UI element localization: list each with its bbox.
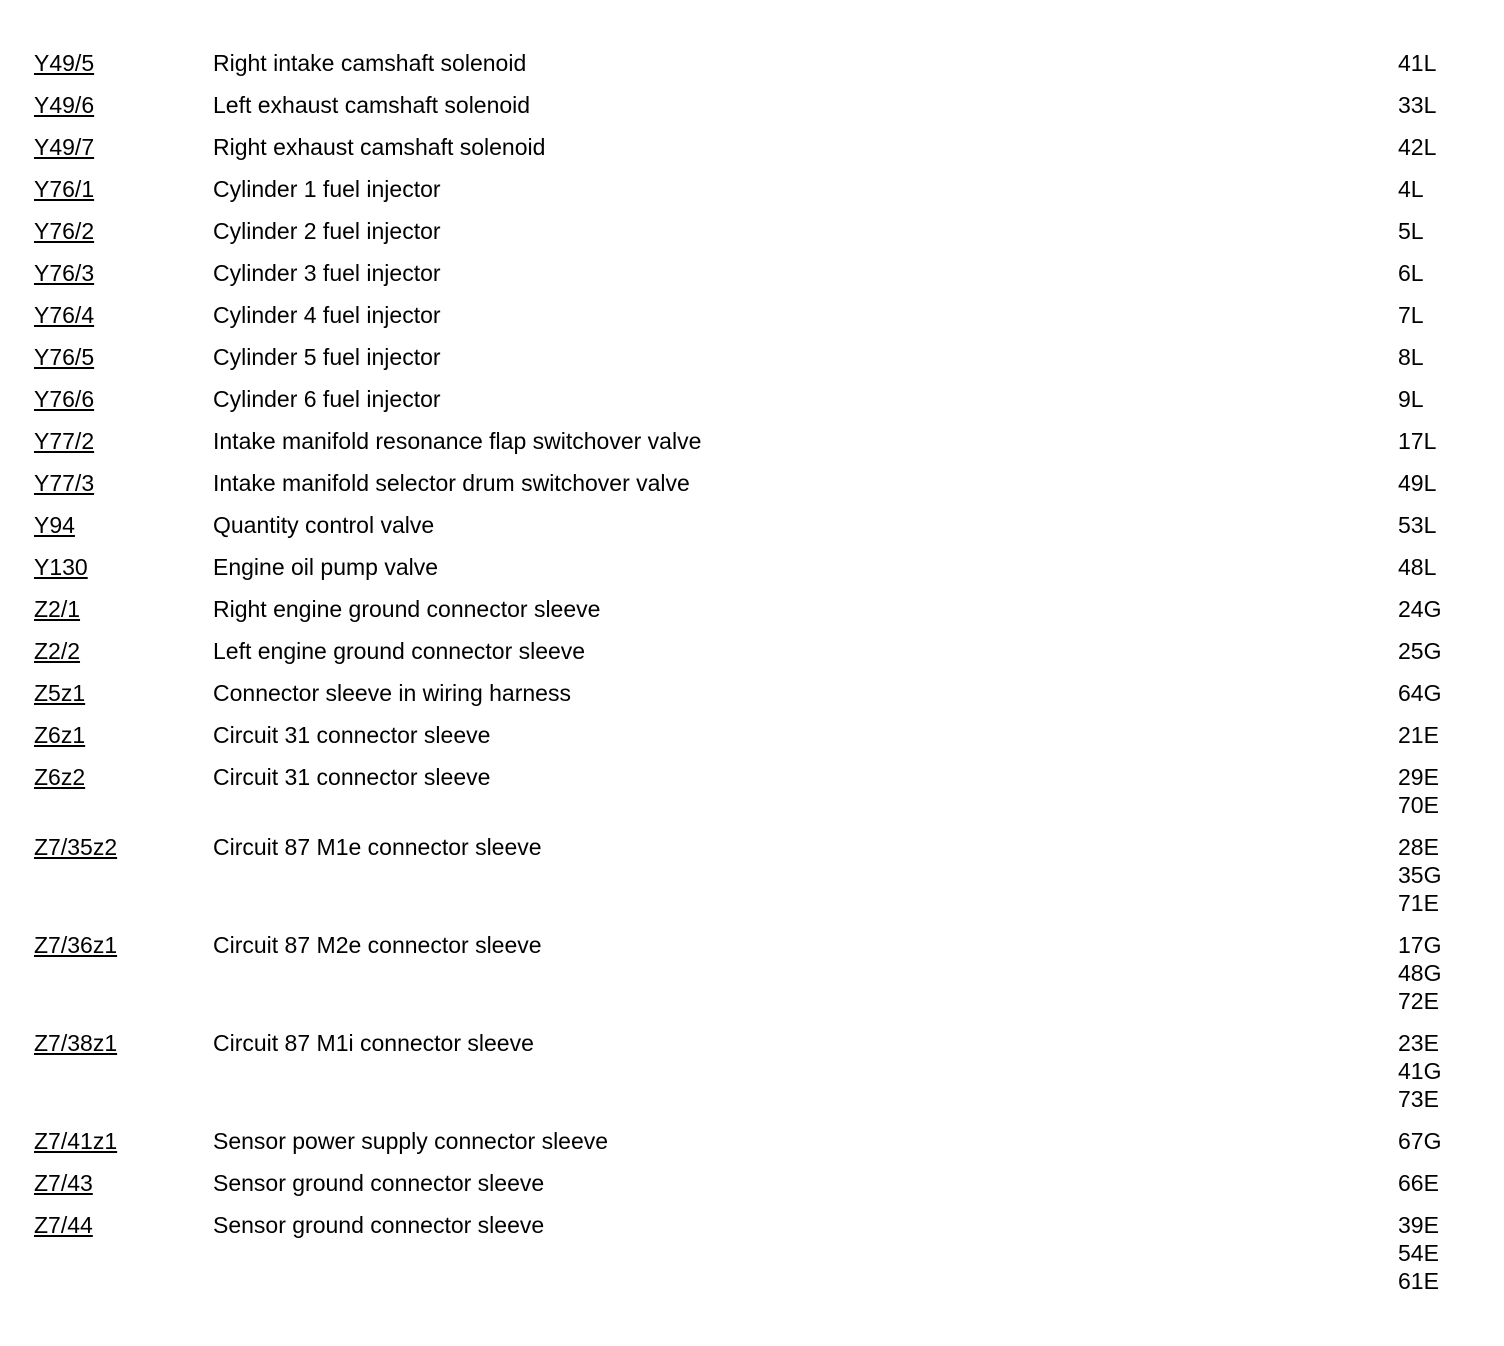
grid-reference-list xyxy=(1398,637,1474,665)
grid-reference-list xyxy=(1398,1127,1474,1155)
component-code-link[interactable]: Z7/35z2 xyxy=(34,834,118,860)
grid-reference: 70E xyxy=(1398,792,1439,818)
component-description: Left engine ground connector sleeve xyxy=(213,638,586,664)
grid-reference-list xyxy=(1398,175,1474,203)
component-code-link[interactable]: Z7/41z1 xyxy=(34,1128,118,1154)
grid-reference: 67G xyxy=(1398,1128,1442,1154)
grid-reference: 54E xyxy=(1398,1240,1439,1266)
component-description: Cylinder 2 fuel injector xyxy=(213,218,441,244)
grid-reference-list xyxy=(1398,511,1474,539)
grid-reference-list xyxy=(1398,833,1474,917)
grid-reference-list xyxy=(1398,343,1474,371)
grid-reference-list xyxy=(1398,679,1474,707)
component-row xyxy=(34,1029,1474,1113)
grid-reference-list xyxy=(1398,217,1474,245)
grid-reference-list xyxy=(1398,259,1474,287)
grid-reference: 17G xyxy=(1398,932,1442,958)
grid-reference: 73E xyxy=(1398,1086,1439,1112)
grid-reference-list xyxy=(1398,133,1474,161)
component-row xyxy=(34,763,1474,819)
component-code-link[interactable]: Y77/3 xyxy=(34,470,95,496)
component-code-link[interactable]: Y76/2 xyxy=(34,218,95,244)
component-row xyxy=(34,343,1474,371)
grid-reference-list xyxy=(1398,1029,1474,1113)
grid-reference-list xyxy=(1398,385,1474,413)
grid-reference: 28E xyxy=(1398,834,1439,860)
component-description: Connector sleeve in wiring harness xyxy=(213,680,571,706)
component-row xyxy=(34,133,1474,161)
grid-reference: 24G xyxy=(1398,596,1442,622)
component-description: Cylinder 1 fuel injector xyxy=(213,176,441,202)
component-description: Cylinder 5 fuel injector xyxy=(213,344,441,370)
grid-reference: 48G xyxy=(1398,960,1442,986)
component-row xyxy=(34,1127,1474,1155)
grid-reference: 42L xyxy=(1398,134,1437,160)
grid-reference: 4L xyxy=(1398,176,1424,202)
component-description: Right exhaust camshaft solenoid xyxy=(213,134,546,160)
component-code-link[interactable]: Y94 xyxy=(34,512,75,538)
grid-reference: 41G xyxy=(1398,1058,1442,1084)
grid-reference: 72E xyxy=(1398,988,1439,1014)
component-row xyxy=(34,931,1474,1015)
component-row xyxy=(34,1211,1474,1295)
grid-reference: 7L xyxy=(1398,302,1424,328)
component-row xyxy=(34,833,1474,917)
component-code-link[interactable]: Z5z1 xyxy=(34,680,86,706)
grid-reference: 64G xyxy=(1398,680,1442,706)
component-row xyxy=(34,511,1474,539)
grid-reference: 21E xyxy=(1398,722,1439,748)
grid-reference: 23E xyxy=(1398,1030,1439,1056)
grid-reference: 48L xyxy=(1398,554,1437,580)
grid-reference: 9L xyxy=(1398,386,1424,412)
component-code-link[interactable]: Y76/5 xyxy=(34,344,95,370)
grid-reference-list xyxy=(1398,469,1474,497)
grid-reference-list xyxy=(1398,49,1474,77)
component-code-link[interactable]: Z6z1 xyxy=(34,722,86,748)
component-row xyxy=(34,385,1474,413)
grid-reference: 49L xyxy=(1398,470,1437,496)
component-row xyxy=(34,301,1474,329)
component-description: Quantity control valve xyxy=(213,512,435,538)
component-code-link[interactable]: Y49/5 xyxy=(34,50,95,76)
component-description: Cylinder 4 fuel injector xyxy=(213,302,441,328)
component-row xyxy=(34,217,1474,245)
grid-reference: 5L xyxy=(1398,218,1424,244)
grid-reference: 66E xyxy=(1398,1170,1439,1196)
grid-reference-list xyxy=(1398,91,1474,119)
component-description: Circuit 31 connector sleeve xyxy=(213,764,491,790)
grid-reference: 35G xyxy=(1398,862,1442,888)
component-description: Left exhaust camshaft solenoid xyxy=(213,92,531,118)
grid-reference: 25G xyxy=(1398,638,1442,664)
component-row xyxy=(34,1169,1474,1197)
grid-reference-list xyxy=(1398,1169,1474,1197)
component-row xyxy=(34,595,1474,623)
component-description: Circuit 87 M1i connector sleeve xyxy=(213,1030,534,1056)
component-row xyxy=(34,721,1474,749)
component-description: Circuit 87 M1e connector sleeve xyxy=(213,834,542,860)
grid-reference-list xyxy=(1398,301,1474,329)
component-code-link[interactable]: Y49/6 xyxy=(34,92,95,118)
grid-reference: 39E xyxy=(1398,1212,1439,1238)
component-code-link[interactable]: Y49/7 xyxy=(34,134,95,160)
grid-reference-list xyxy=(1398,1211,1474,1295)
grid-reference: 17L xyxy=(1398,428,1437,454)
component-description: Engine oil pump valve xyxy=(213,554,439,580)
component-row xyxy=(34,259,1474,287)
grid-reference: 6L xyxy=(1398,260,1424,286)
component-description: Cylinder 6 fuel injector xyxy=(213,386,441,412)
component-description: Intake manifold selector drum switchover valve xyxy=(213,470,690,496)
component-row xyxy=(34,427,1474,455)
component-code-link[interactable]: Z7/43 xyxy=(34,1170,93,1196)
grid-reference: 61E xyxy=(1398,1268,1439,1294)
component-description: Right intake camshaft solenoid xyxy=(213,50,527,76)
grid-reference-list xyxy=(1398,553,1474,581)
component-row xyxy=(34,91,1474,119)
component-description: Sensor ground connector sleeve xyxy=(213,1212,545,1238)
component-code-link[interactable]: Z6z2 xyxy=(34,764,86,790)
grid-reference: 53L xyxy=(1398,512,1437,538)
component-description: Cylinder 3 fuel injector xyxy=(213,260,441,286)
grid-reference-list xyxy=(1398,931,1474,1015)
component-row xyxy=(34,175,1474,203)
grid-reference-list xyxy=(1398,427,1474,455)
component-code-link[interactable]: Z2/2 xyxy=(34,638,81,664)
component-code-link[interactable]: Z7/36z1 xyxy=(34,932,118,958)
component-code-link[interactable]: Z7/44 xyxy=(34,1212,93,1238)
grid-reference: 8L xyxy=(1398,344,1424,370)
component-description: Circuit 87 M2e connector sleeve xyxy=(213,932,542,958)
component-legend-list xyxy=(34,49,1474,1309)
component-description: Right engine ground connector sleeve xyxy=(213,596,601,622)
component-description: Sensor ground connector sleeve xyxy=(213,1170,545,1196)
grid-reference: 41L xyxy=(1398,50,1437,76)
component-code-link[interactable]: Y76/3 xyxy=(34,260,95,286)
component-description: Intake manifold resonance flap switchover valve xyxy=(213,428,702,454)
grid-reference: 71E xyxy=(1398,890,1439,916)
component-description: Sensor power supply connector sleeve xyxy=(213,1128,609,1154)
component-code-link[interactable]: Y76/4 xyxy=(34,302,95,328)
component-row xyxy=(34,469,1474,497)
grid-reference-list xyxy=(1398,595,1474,623)
grid-reference-list xyxy=(1398,763,1474,819)
component-code-link[interactable]: Y130 xyxy=(34,554,88,580)
component-row xyxy=(34,553,1474,581)
component-code-link[interactable]: Y76/6 xyxy=(34,386,95,412)
component-code-link[interactable]: Z7/38z1 xyxy=(34,1030,118,1056)
grid-reference: 33L xyxy=(1398,92,1437,118)
component-row xyxy=(34,679,1474,707)
component-code-link[interactable]: Z2/1 xyxy=(34,596,81,622)
component-code-link[interactable]: Y77/2 xyxy=(34,428,95,454)
component-row xyxy=(34,49,1474,77)
grid-reference-list xyxy=(1398,721,1474,749)
component-code-link[interactable]: Y76/1 xyxy=(34,176,95,202)
grid-reference: 29E xyxy=(1398,764,1439,790)
component-description: Circuit 31 connector sleeve xyxy=(213,722,491,748)
component-row xyxy=(34,637,1474,665)
